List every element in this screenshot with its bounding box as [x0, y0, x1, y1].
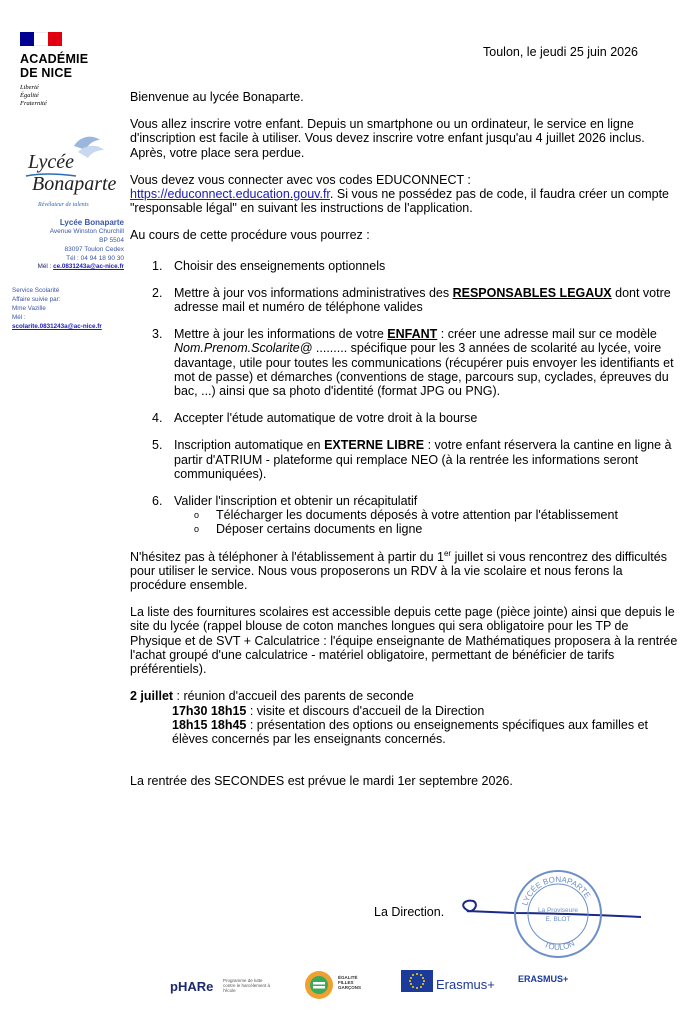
- svg-text:Révélateur de talents: Révélateur de talents: [38, 202, 89, 208]
- phone-paragraph: N'hésitez pas à téléphoner à l'établissement à partir du 1er juillet si vous rencontrez des difficultés pour utiliser le service. Nous vous proposerons un RDV à la vie scolaire et nous ferons la procédure ensemble.: [130, 548, 667, 593]
- service-scolarite: Service Scolarité Affaire suivie par: Mme Vazille Mél : scolarite.0831243a@ac-nice.fr: [10, 286, 128, 331]
- republic-flag-icon: [20, 32, 62, 46]
- list-item: 2. Mettre à jour vos informations administratives des RESPONSABLES LEGAUX dont votre adresse mail et numéro de téléphone valides: [152, 285, 671, 315]
- egalite-logo-icon: [304, 970, 334, 1000]
- erasmus-logo: ERASMUS+: [518, 974, 569, 984]
- list-item: 1. Choisir des enseignements optionnels: [152, 258, 386, 273]
- phare-subtitle: Programme de lutte contre le harcèlement à l'école: [223, 978, 271, 993]
- procedure-list: [152, 259, 678, 537]
- service-mail-link[interactable]: scolarite.0831243a@ac-nice.fr: [12, 323, 102, 330]
- erasmus-label: Erasmus+: [436, 977, 495, 992]
- svg-text:LYCÉE BONAPARTE: LYCÉE BONAPARTE: [520, 874, 593, 907]
- school-name: Lycée Bonaparte: [59, 218, 124, 227]
- school-mail-link[interactable]: ce.0831243a@ac-nice.fr: [53, 263, 124, 270]
- connect-paragraph: Vous devez vous connecter avec vos codes EDUCONNECT : https://educonnect.education.gouv.fr. Si vous ne possédez pas de code, il faudra créer un compte "responsable légal" en suivant les instructions de l'application.: [130, 172, 670, 216]
- sub-list-item: o Déposer certains documents en ligne: [194, 522, 423, 537]
- letter-date: Toulon, le jeudi 25 juin 2026: [483, 45, 638, 59]
- footer-logos: [0, 965, 700, 1005]
- list-item: 4. Accepter l'étude automatique de votre droit à la bourse: [152, 411, 478, 426]
- sub-list: [174, 508, 678, 536]
- svg-text:Bonaparte: Bonaparte: [32, 173, 117, 195]
- svg-text:TOULON: TOULON: [542, 938, 577, 953]
- rentree-paragraph: La rentrée des SECONDES est prévue le mardi 1er septembre 2026.: [130, 774, 513, 789]
- svg-text:E. BLOT: E. BLOT: [545, 916, 571, 923]
- lycee-logo: [16, 128, 126, 214]
- devise: Liberté Égalité Fraternité: [20, 84, 47, 107]
- svg-text:La Proviseure: La Proviseure: [537, 907, 579, 914]
- procedure-intro: Au cours de cette procédure vous pourrez :: [130, 228, 370, 243]
- list-item: 6. Valider l'inscription et obtenir un récapitulatif o Télécharger les documents déposés à votre attention par l'établissement o Déposer certains documents en ligne: [152, 494, 678, 537]
- educonnect-link[interactable]: https://educonnect.education.gouv.fr: [130, 187, 330, 202]
- intro-paragraph: Vous allez inscrire votre enfant. Depuis un smartphone ou un ordinateur, le service en ligne d'inscription est facile à utiliser. Vous devez inscrire votre enfant jusqu'au 4 juillet 2026 inclus. Après, votre place sera perdue.: [130, 117, 645, 160]
- list-item: 3. Mettre à jour les informations de votre ENFANT : créer une adresse mail sur ce modèle Nom.Prenom.Scolarite@ ......... spécifique pour les 3 années de scolarité au lycée, voire davantage, utile pour toutes les communications (récupérer puis envoyer les identifiants et mot de passe) et démarches (conventions de stage, parcours sup, cyclades, épreuves du bac, ...) ainsi que sa photo d'identité (format JPG ou PNG).: [152, 327, 674, 399]
- welcome: Bienvenue au lycée Bonaparte.: [130, 90, 304, 104]
- school-mail: Mél : ce.0831243a@ac-nice.fr: [37, 263, 124, 270]
- school-stamp: [512, 868, 604, 960]
- academie-title: ACADÉMIE DE NICE: [20, 52, 89, 80]
- bullet-icon: o: [194, 510, 200, 521]
- sub-list-item: o Télécharger les documents déposés à votre attention par l'établissement: [194, 508, 618, 523]
- signature-label: La Direction.: [374, 905, 445, 919]
- bullet-icon: o: [194, 524, 200, 535]
- eu-flag-icon: [401, 970, 433, 992]
- phare-logo: pHARe: [170, 979, 214, 994]
- supplies-paragraph: La liste des fournitures scolaires est accessible depuis cette page (pièce jointe) ainsi que depuis le site du lycée (rappel blouse de coton manches longues qui sera obligatoire pour les TP de Physique et de SVT + Calculatrice : l'équipe enseignante de Mathématiques proposera à la rentrée l'achat groupé d'une calculatrice - matériel obligatoire, permettant de bénéficier de tarifs préférentiels).: [130, 605, 678, 677]
- letter-body: [130, 90, 678, 801]
- egalite-text: ÉGALITÉ FILLES GARÇONS: [338, 975, 362, 990]
- sidebar: [10, 32, 128, 331]
- meeting-block: 2 juillet : réunion d'accueil des parents de seconde 17h30 18h15 : visite et discours d'accueil de la Direction 18h15 18h45 : présentation des options ou enseignements spécifiques aux familles et élèves concernés par les enseignants concernés.: [130, 689, 648, 746]
- list-item: 5. Inscription automatique en EXTERNE LIBRE : votre enfant réservera la cantine en ligne à partir d'ATRIUM - plateforme qui remplace NEO (à la rentrée les informations seront communiquées).: [152, 438, 672, 481]
- school-address: Avenue Winston Churchill BP 5504 83097 Toulon Cedex Tél : 04 94 18 90 30: [49, 228, 124, 262]
- svg-text:Lycée: Lycée: [28, 151, 75, 173]
